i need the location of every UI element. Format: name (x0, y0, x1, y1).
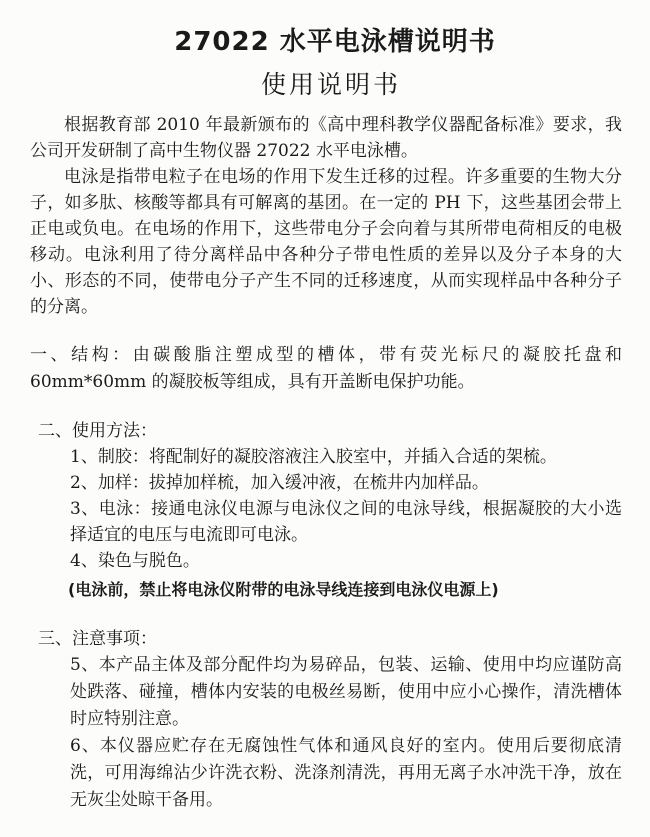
usage-warning: (电泳前，禁止将电泳仪附带的电泳导线连接到电泳仪电源上) (68, 580, 499, 599)
notes-heading: 三、注意事项： (38, 629, 157, 649)
intro-paragraph-1: 根据教育部 2010 年最新颁布的《高中理科教学仪器配备标准》要求，我公司开发研制了高中生物仪器 27022 水平电泳槽。 (30, 115, 622, 161)
usage-item-4: 4、染色与脱色。 (70, 551, 200, 571)
notes-section (30, 626, 622, 814)
structure-section (30, 342, 622, 396)
structure-heading: 一、结构： (30, 345, 133, 365)
intro-paragraph-2: 电泳是指带电粒子在电场的作用下发生迁移的过程。许多重要的生物大分子，如多肽、核酸等都具有可解离的基团。在一定的 PH 下，这些基团会带上正电或负电。在电场的作用下，这些带电分子会向着与其所带电荷相反的电极移动。电泳利用了待分离样品中各种分子带电性质的差异以及分子本身的大小、形态的不同，使带电分子产生不同的迁移速度，从而实现样品中各种分子的分离。 (30, 167, 622, 317)
usage-section (30, 418, 622, 604)
usage-item-1: 1、制胶：将配制好的凝胶溶液注入胶室中，并插入合适的架梳。 (70, 447, 557, 467)
notes-item-5: 5、本产品主体及部分配件均为易碎品，包装、运输、使用中均应谨防高处跌落、碰撞，槽体内安装的电极丝易断，使用中应小心操作，清洗槽体时应特别注意。 (70, 655, 622, 729)
usage-item-2: 2、加样：拔掉加样梳，加入缓冲液，在梳井内加样品。 (70, 473, 489, 493)
notes-item-6: 6、本仪器应贮存在无腐蚀性气体和通风良好的室内。使用后要彻底清洗，可用海绵沾少许洗衣粉、洗涤剂清洗，再用无离子水冲洗干净，放在无灰尘处晾干备用。 (70, 736, 622, 810)
usage-heading: 二、使用方法： (38, 421, 157, 441)
document-subtitle: 使用说明书 (260, 70, 401, 99)
document-title: 27022 水平电泳槽说明书 (174, 27, 496, 57)
usage-item-3: 3、电泳：接通电泳仪电源与电泳仪之间的电泳导线，根据凝胶的大小选择适宜的电压与电流即可电泳。 (70, 499, 622, 545)
structure-text: 由碳酸脂注塑成型的槽体，带有荧光标尺的凝胶托盘和 60mm*60mm 的凝胶板等组成，具有开盖断电保护功能。 (30, 345, 623, 392)
